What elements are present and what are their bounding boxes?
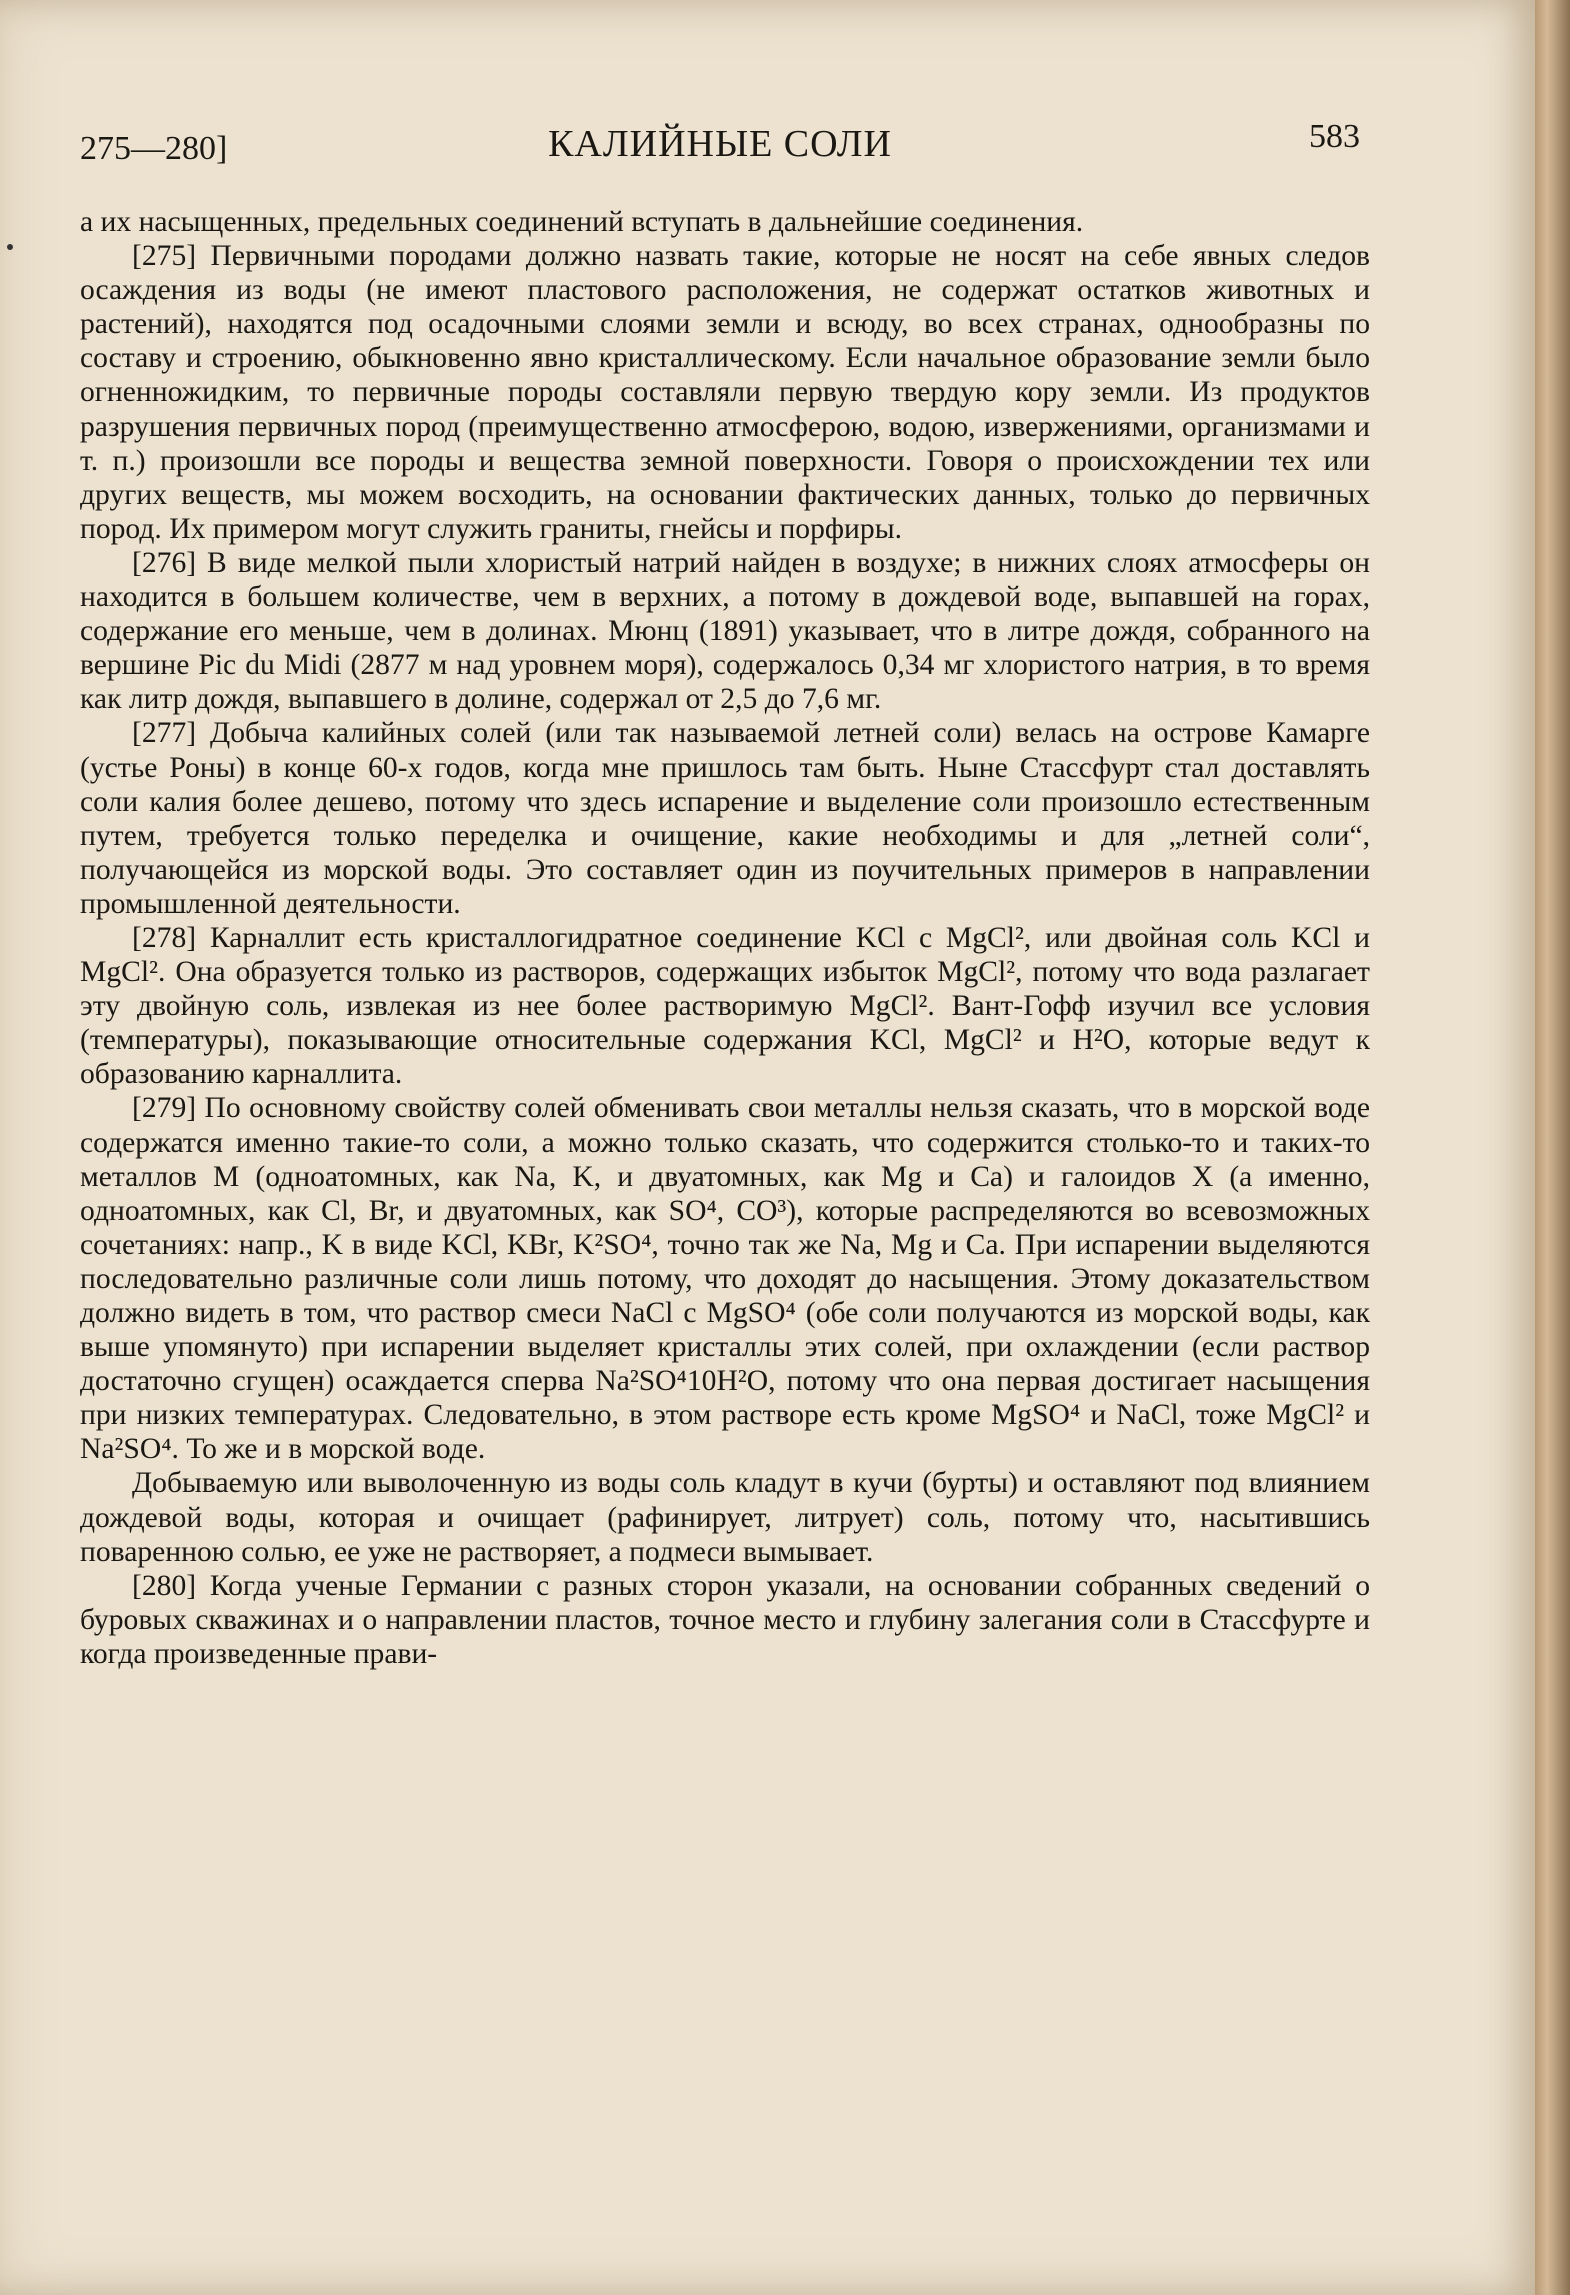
page-title: КАЛИЙНЫЕ СОЛИ	[548, 123, 892, 165]
note-275: [275] Первичными породами должно назвать такие, которые не носят на себе явных следов осаждения из воды (не имеют пластового расположения, не содержат остатков животных и растений), находятся под осадочными слоями земли и всюду, во всех странах, однообразны по составу и строению, обыкновенно явно кристаллическому. Если начальное образование земли было огненножидким, то первичные породы составляли первую твердую кору земли. Из продуктов разрушения первичных пород (преимущественно атмосферою, водою, извержениями, организмами и т. п.) произошли все породы и вещества земной поверхности. Говоря о происхождении тех или других веществ, мы можем восходить, на основании фактических данных, только до первичных пород. Их примером могут служить граниты, гнейсы и порфиры.	[80, 240, 1370, 545]
note-278: [278] Карналлит есть кристаллогидратное соединение KCl с MgCl², или двойная соль KCl и MgCl². Она образуется только из растворов, содержащих избыток MgCl², потому что вода разлагает эту двойную соль, извлекая из нее более растворимую MgCl². Вант-Гофф изучил все условия (температуры), показывающие относительные содержания KCl, MgCl² и H²O, которые ведут к образованию карналлита.	[80, 921, 1370, 1091]
note-279: [279] По основному свойству солей обменивать свои металлы нельзя сказать, что в морской воде содержатся именно такие-то соли, а можно только сказать, что содержится столько-то и таких-то металлов M (одноатомных, как Na, K, и двуатомных, как Mg и Ca) и галоидов X (а именно, одноатомных, как Cl, Br, и двуатомных, как SO⁴, CO³), которые распределяются во всевозможных сочетаниях: напр., K в виде KCl, KBr, K²SO⁴, точно так же Na, Mg и Ca. При испарении выделяются последовательно различные соли лишь потому, что доходят до насыщения. Этому доказательством должно видеть в том, что раствор смеси NaCl с MgSO⁴ (обе соли получаются из морской воды, как выше упомянуто) при испарении выделяет кристаллы этих солей, при охлаждении (если раствор достаточно сгущен) осаждается сперва Na²SO⁴10H²O, потому что она первая достигает насыщения при низких температурах. Следовательно, в этом растворе есть кроме MgSO⁴ и NaCl, тоже MgCl² и Na²SO⁴. То же и в морской воде.	[80, 1092, 1370, 1466]
note-276: [276] В виде мелкой пыли хлористый натрий найден в воздухе; в нижних слоях атмосферы он находится в большем количестве, чем в верхних, а потому в дождевой воде, выпавшей на горах, содержание его меньше, чем в долинах. Мюнц (1891) указывает, что в литре дождя, собранного на вершине Pic du Midi (2877 м над уровнем моря), содержалось 0,34 мг хлористого натрия, в то время как литр дождя, выпавшего в долине, содержал от 2,5 до 7,6 мг.	[80, 546, 1370, 716]
body-text	[80, 205, 1370, 1671]
page-number: 583	[1309, 118, 1360, 155]
note-277: [277] Добыча калийных солей (или так называемой летней соли) велась на острове Камарге (устье Роны) в конце 60-х годов, когда мне пришлось там быть. Ныне Стассфурт стал доставлять соли калия более дешево, потому что здесь испарение и выделение соли произошло естественным путем, требуется только переделка и очищение, какие необходимы и для „летней соли“, получающейся из морской воды. Это составляет один из поучительных примеров в направлении промышленной деятельности.	[80, 717, 1370, 920]
margin-dot	[7, 244, 13, 250]
page-edge	[1535, 0, 1570, 2295]
note-279-continued: Добываемую или выволоченную из воды соль кладут в кучи (бурты) и оставляют под влиянием дождевой воды, которая и очищает (рафинирует, литрует) соль, потому что, насытившись поваренною солью, ее уже не растворяет, а подмеси вымывает.	[80, 1467, 1370, 1568]
paragraph-continuation: а их насыщенных, предельных соединений вступать в дальнейшие соединения.	[80, 206, 1084, 238]
running-header	[80, 118, 1360, 178]
note-280: [280] Когда ученые Германии с разных сторон указали, на основании собранных сведений о буровых скважинах и о направлении пластов, точное место и глубину залегания соли в Стассфурте и когда произведенные прави-	[80, 1569, 1370, 1670]
section-range: 275—280]	[80, 130, 228, 167]
